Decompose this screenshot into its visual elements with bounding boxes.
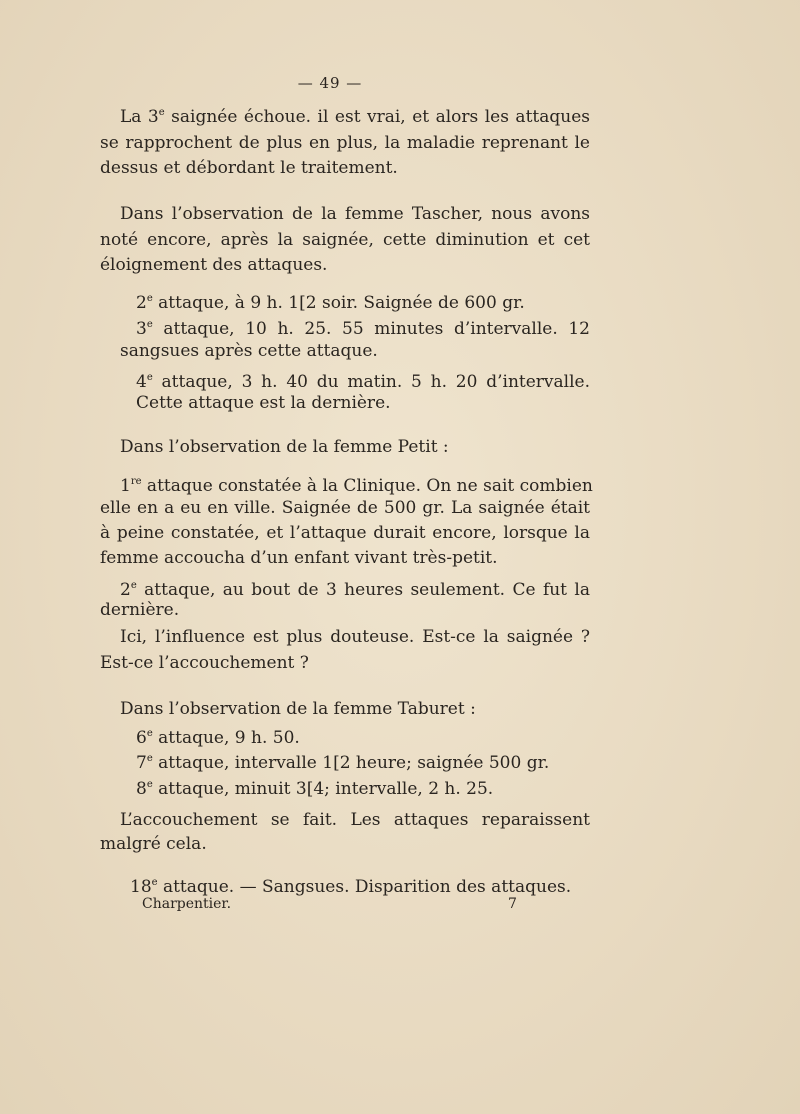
footer-author: Charpentier. [142, 896, 232, 912]
text-line: Ici, l’influence est plus douteuse. Est-ce la saignée ? [120, 627, 590, 647]
text-line: Est-ce l’accouchement ? [100, 653, 309, 673]
attack-entry: 6e attaque, 9 h. 50. [136, 728, 300, 748]
text-line: dessus et débordant le traitement. [100, 158, 398, 178]
text-line: dernière. [100, 600, 180, 620]
text-line: Dans l’observation de la femme Taburet : [120, 699, 476, 719]
attack-entry: 3e attaque, 10 h. 25. 55 minutes d’intervalle. 12 [136, 319, 590, 339]
text-line: sangsues après cette attaque. [120, 341, 378, 361]
text-line: Cette attaque est la dernière. [136, 393, 391, 413]
text-line: elle en a eu en ville. Saignée de 500 gr. La saignée était [100, 498, 590, 518]
text-line: L’accouchement se fait. Les attaques reparaissent [120, 810, 590, 830]
page-number: — 49 — [297, 74, 363, 92]
text-line: se rapprochent de plus en plus, la maladie reprenant le [100, 133, 590, 153]
attack-entry: 7e attaque, intervalle 1[2 heure; saignée 500 gr. [136, 753, 550, 773]
attack-entry: 4e attaque, 3 h. 40 du matin. 5 h. 20 d’intervalle. [136, 372, 590, 392]
attack-entry: 18e attaque. — Sangsues. Disparition des attaques. [130, 877, 572, 897]
text-line: à peine constatée, et l’attaque durait encore, lorsque la [100, 523, 590, 543]
text-line: femme accoucha d’un enfant vivant très-petit. [100, 548, 498, 568]
attack-entry: 8e attaque, minuit 3[4; intervalle, 2 h. 25. [136, 779, 494, 799]
text-line: Dans l’observation de la femme Tascher, nous avons [120, 204, 590, 224]
text-line: La 3e saignée échoue. il est vrai, et alors les attaques [120, 107, 590, 127]
text-line: éloignement des attaques. [100, 255, 328, 275]
text-line: malgré cela. [100, 834, 207, 854]
text-line: noté encore, après la saignée, cette diminution et cet [100, 230, 590, 250]
footer-sheet-number: 7 [508, 896, 517, 912]
attack-entry: 1re attaque constatée à la Clinique. On ne sait combien [120, 476, 593, 496]
text-line: Dans l’observation de la femme Petit : [120, 437, 449, 457]
attack-entry: 2e attaque, au bout de 3 heures seulement. Ce fut la [120, 580, 590, 600]
attack-entry: 2e attaque, à 9 h. 1[2 soir. Saignée de 600 gr. [136, 293, 525, 313]
